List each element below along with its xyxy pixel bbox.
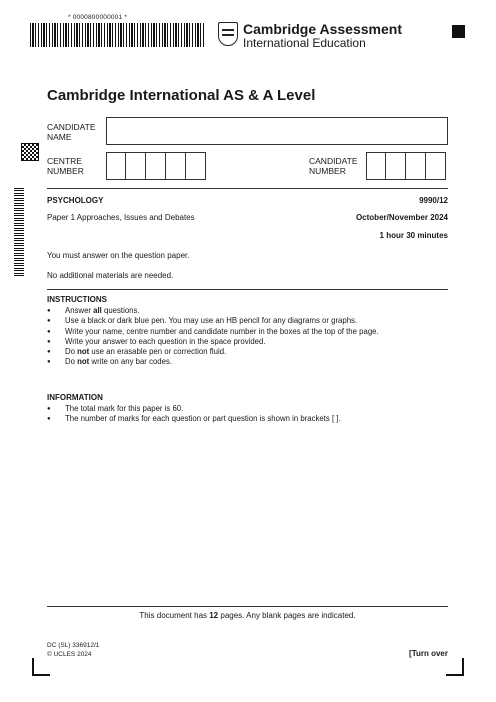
centre-number-label: CENTRE NUMBER — [47, 156, 84, 176]
information-heading: INFORMATION — [47, 393, 103, 402]
page-title: Cambridge International AS & A Level — [47, 87, 316, 104]
list-item: ● The total mark for this paper is 60. — [47, 404, 447, 414]
document-reference: DC (SL) 336912/1 © UCLES 2024 — [47, 642, 100, 658]
list-item: ● Do not write on any bar codes. — [47, 357, 447, 367]
brand-name: Cambridge Assessment — [243, 21, 402, 37]
centre-number-field[interactable] — [106, 152, 206, 180]
paper-title: Paper 1 Approaches, Issues and Debates — [47, 213, 195, 222]
divider — [47, 289, 448, 290]
list-item: ● Answer all questions. — [47, 306, 447, 316]
registration-mark — [452, 25, 465, 38]
paper-code: 9990/12 — [419, 196, 448, 205]
crop-mark — [446, 674, 464, 676]
duration: 1 hour 30 minutes — [379, 231, 448, 240]
list-item: ● Use a black or dark blue pen. You may use an HB pencil for any diagrams or graphs. — [47, 316, 447, 326]
candidate-name-field[interactable] — [106, 117, 448, 145]
page-count-note: This document has 12 pages. Any blank pages are indicated. — [139, 611, 356, 620]
list-item: ● Write your answer to each question in the space provided. — [47, 337, 447, 347]
turn-over-label: [Turn over — [409, 649, 448, 658]
cambridge-crest-icon — [218, 22, 238, 46]
crop-mark — [32, 674, 50, 676]
divider — [47, 188, 448, 189]
information-list — [47, 404, 447, 425]
barcode — [30, 23, 206, 47]
instructions-heading: INSTRUCTIONS — [47, 295, 107, 304]
answer-note: You must answer on the question paper. — [47, 251, 190, 260]
exam-session: October/November 2024 — [355, 213, 448, 222]
materials-note: No additional materials are needed. — [47, 271, 174, 280]
brand-subtitle: International Education — [243, 36, 366, 50]
subject: PSYCHOLOGY — [47, 196, 104, 205]
instructions-list — [47, 306, 447, 368]
qr-code — [21, 143, 39, 161]
list-item: ● Do not use an erasable pen or correction fluid. — [47, 347, 447, 357]
side-barcode — [14, 188, 24, 278]
divider — [47, 606, 448, 607]
candidate-name-label: CANDIDATE NAME — [47, 122, 96, 142]
candidate-number-label: CANDIDATE NUMBER — [309, 156, 358, 176]
candidate-number-field[interactable] — [366, 152, 446, 180]
list-item: ● The number of marks for each question or part question is shown in brackets [ ]. — [47, 414, 447, 424]
barcode-number: * 0000800000001 * — [68, 14, 128, 21]
list-item: ● Write your name, centre number and candidate number in the boxes at the top of the page. — [47, 327, 447, 337]
